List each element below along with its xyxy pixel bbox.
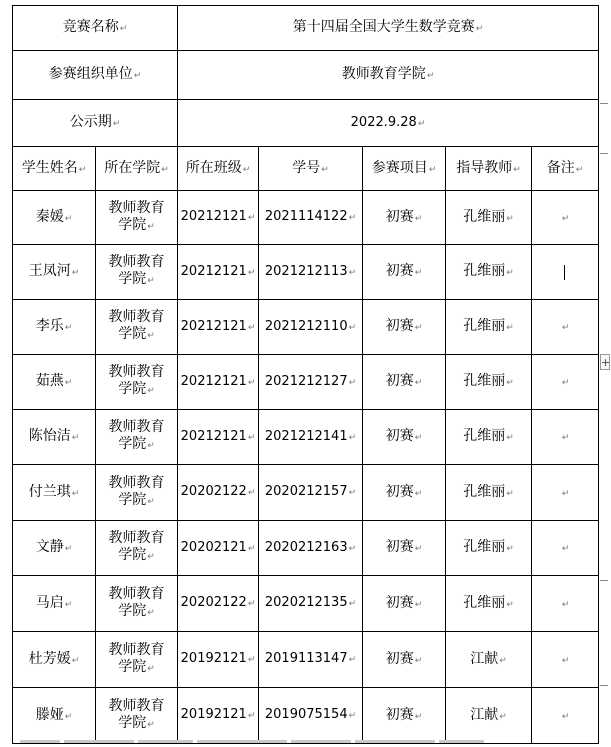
cell-text: 孔维丽 <box>463 539 506 555</box>
note-cell[interactable] <box>532 465 599 521</box>
table-row <box>13 688 599 744</box>
paragraph-mark: ↵ <box>348 711 357 721</box>
teacher-cell[interactable] <box>446 465 532 521</box>
teacher-cell[interactable] <box>446 688 532 744</box>
project-cell[interactable] <box>363 576 446 632</box>
college-cell[interactable] <box>96 688 178 744</box>
student-id-cell[interactable] <box>259 465 363 521</box>
competition-value-cell[interactable] <box>178 6 599 51</box>
paragraph-mark: ↵ <box>506 323 514 333</box>
cell-text: 孔维丽 <box>463 263 506 279</box>
cell-text: 2021212113 <box>264 263 348 279</box>
organizer-label-cell[interactable] <box>13 51 178 100</box>
table-row <box>13 576 599 632</box>
paragraph-mark: ↵ <box>247 655 256 665</box>
paragraph-mark: ↵ <box>242 164 251 175</box>
class-cell[interactable] <box>178 688 259 744</box>
column-header-label: 学生姓名 <box>21 159 78 176</box>
column-header-cell[interactable] <box>259 147 363 191</box>
project-cell[interactable] <box>363 521 446 576</box>
paragraph-mark: ↵ <box>119 24 128 34</box>
note-cell[interactable] <box>532 355 599 410</box>
cell-text: 初赛 <box>385 650 414 667</box>
project-cell[interactable] <box>363 191 446 245</box>
cell-text: 王凤河 <box>28 263 71 279</box>
college-cell[interactable] <box>96 300 178 355</box>
paragraph-mark: ↵ <box>147 441 155 451</box>
paragraph-mark: ↵ <box>561 544 570 554</box>
student-name-cell[interactable] <box>13 465 96 521</box>
cell-text: 20202121 <box>180 539 247 555</box>
paragraph-mark: ↵ <box>64 213 73 224</box>
student-id-cell[interactable] <box>259 688 363 744</box>
project-cell[interactable] <box>363 465 446 521</box>
college-cell[interactable] <box>96 191 178 245</box>
cell-text: 20212121 <box>180 318 247 334</box>
cell-text: 教师教育学院 <box>108 585 165 619</box>
column-header-cell[interactable] <box>96 147 178 191</box>
period-value-cell[interactable] <box>178 100 599 147</box>
paragraph-mark: ↵ <box>414 599 423 610</box>
paragraph-mark: ↵ <box>147 276 155 286</box>
paragraph-mark: ↵ <box>71 655 80 666</box>
paragraph-mark: ↵ <box>561 599 570 610</box>
student-id-cell[interactable] <box>259 521 363 576</box>
cell-text: 李乐 <box>35 318 64 334</box>
table-row <box>13 521 599 576</box>
period-label-cell[interactable] <box>13 100 178 147</box>
competition-label-cell[interactable] <box>13 6 178 51</box>
paragraph-mark: ↵ <box>64 544 73 554</box>
cell-text: 2020212157 <box>264 484 348 499</box>
note-cell[interactable] <box>532 632 599 688</box>
paragraph-mark: ↵ <box>247 432 256 443</box>
text-cursor <box>564 265 565 280</box>
teacher-cell[interactable] <box>446 521 532 576</box>
paragraph-mark: ↵ <box>575 164 584 175</box>
paragraph-mark: ↵ <box>561 323 570 333</box>
cell-text: 2021212110 <box>264 318 348 334</box>
cell-text: 教师教育学院 <box>108 364 165 397</box>
class-cell[interactable] <box>178 465 259 521</box>
paragraph-mark: ↵ <box>499 711 507 722</box>
college-cell[interactable] <box>96 521 178 576</box>
student-id-cell[interactable] <box>259 355 363 410</box>
paragraph-mark: ↵ <box>247 267 256 278</box>
paragraph-mark: ↵ <box>321 164 329 175</box>
paragraph-mark: ↵ <box>506 433 514 443</box>
column-header-cell[interactable] <box>178 147 259 191</box>
row-boundary-tick <box>600 103 608 104</box>
row-boundary-tick <box>600 153 608 154</box>
student-name-cell[interactable] <box>13 355 96 410</box>
cell-text: 20192121 <box>180 707 247 722</box>
cell-text: 2021114122 <box>264 209 348 224</box>
paragraph-mark: ↵ <box>348 432 357 443</box>
cell-text: 付兰琪 <box>28 483 71 500</box>
organizer-row <box>13 51 599 100</box>
paragraph-mark: ↵ <box>561 711 570 722</box>
cell-text: 教师教育学院 <box>108 254 165 287</box>
paragraph-mark: ↵ <box>414 268 423 278</box>
college-cell[interactable] <box>96 576 178 632</box>
cell-text: 教师教育学院 <box>108 530 165 563</box>
class-cell[interactable] <box>178 300 259 355</box>
note-cell[interactable] <box>532 576 599 632</box>
class-cell[interactable] <box>178 576 259 632</box>
paragraph-mark: ↵ <box>561 433 570 443</box>
note-cell[interactable] <box>532 245 599 300</box>
class-cell[interactable] <box>178 245 259 300</box>
cell-text: 20212121 <box>180 373 247 389</box>
cell-text: 孔维丽 <box>463 208 506 225</box>
cell-text: 初赛 <box>385 428 414 444</box>
competition-value: 第十四届全国大学生数学竞赛 <box>292 19 475 35</box>
paragraph-mark: ↵ <box>348 377 357 388</box>
student-id-cell[interactable] <box>259 245 363 300</box>
student-id-cell[interactable] <box>259 410 363 465</box>
paragraph-mark: ↵ <box>147 719 155 730</box>
paragraph-mark: ↵ <box>428 164 437 175</box>
table-row <box>13 300 599 355</box>
cell-text: 初赛 <box>385 483 414 500</box>
table-row <box>13 632 599 688</box>
paragraph-mark: ↵ <box>147 331 155 341</box>
paragraph-mark: ↵ <box>561 213 570 224</box>
paragraph-mark: ↵ <box>64 711 73 722</box>
paragraph-mark: ↵ <box>513 164 521 175</box>
column-header-row <box>13 147 599 191</box>
student-name-cell[interactable] <box>13 688 96 744</box>
paragraph-mark: ↵ <box>506 213 514 224</box>
paragraph-mark: ↵ <box>506 544 514 554</box>
college-cell[interactable] <box>96 632 178 688</box>
period-label: 公示期 <box>69 114 112 130</box>
paragraph-mark: ↵ <box>112 119 121 129</box>
student-name-cell[interactable] <box>13 576 96 632</box>
column-header-cell[interactable] <box>446 147 532 191</box>
class-cell[interactable] <box>178 191 259 245</box>
cell-text: 孔维丽 <box>463 373 506 389</box>
column-header-cell[interactable] <box>532 147 599 191</box>
column-header-label: 所在班级 <box>185 159 242 176</box>
cell-text: 孔维丽 <box>463 483 506 500</box>
note-cell[interactable] <box>532 410 599 465</box>
paragraph-mark: ↵ <box>71 488 80 499</box>
project-cell[interactable] <box>363 410 446 465</box>
competition-label: 竞赛名称 <box>62 19 119 35</box>
cell-text: 20202122 <box>180 484 247 499</box>
organizer-value: 教师教育学院 <box>341 66 426 82</box>
period-value: 2022.9.28 <box>350 114 417 130</box>
college-cell[interactable] <box>96 355 178 410</box>
organizer-value-cell[interactable] <box>178 51 599 100</box>
class-cell[interactable] <box>178 521 259 576</box>
paragraph-mark: ↵ <box>561 378 570 388</box>
student-name-cell[interactable] <box>13 245 96 300</box>
column-header-label: 所在学院 <box>104 159 161 176</box>
paragraph-mark: ↵ <box>147 386 155 396</box>
paragraph-mark: ↵ <box>147 552 155 562</box>
college-cell[interactable] <box>96 245 178 300</box>
class-cell[interactable] <box>178 632 259 688</box>
college-cell[interactable] <box>96 465 178 521</box>
cell-text: 陈怡洁 <box>28 428 71 444</box>
teacher-cell[interactable] <box>446 300 532 355</box>
column-header-label: 指导教师 <box>456 159 513 176</box>
cell-text: 20192121 <box>180 651 247 666</box>
cell-text: 滕娅 <box>35 706 64 723</box>
cell-text: 孔维丽 <box>463 428 506 444</box>
project-cell[interactable] <box>363 632 446 688</box>
paragraph-mark: ↵ <box>64 378 73 388</box>
student-name-cell[interactable] <box>13 632 96 688</box>
note-cell[interactable] <box>532 521 599 576</box>
paragraph-mark: ↵ <box>348 267 357 278</box>
paragraph-mark: ↵ <box>71 268 80 278</box>
column-header-cell[interactable] <box>363 147 446 191</box>
teacher-cell[interactable] <box>446 355 532 410</box>
paragraph-mark: ↵ <box>414 323 423 333</box>
table-row <box>13 245 599 300</box>
cell-text: 20212121 <box>180 263 247 279</box>
project-cell[interactable] <box>363 355 446 410</box>
cell-text: 文静 <box>35 539 64 555</box>
paragraph-mark: ↵ <box>247 543 256 554</box>
paragraph-mark: ↵ <box>348 599 357 609</box>
cell-text: 2021212127 <box>264 373 348 389</box>
student-name-cell[interactable] <box>13 300 96 355</box>
paragraph-mark: ↵ <box>247 377 256 388</box>
row-boundary-tick <box>600 580 608 581</box>
cell-text: 初赛 <box>385 263 414 279</box>
cell-text: 教师教育学院 <box>108 474 165 508</box>
student-name-cell[interactable] <box>13 410 96 465</box>
cell-text: 初赛 <box>385 208 414 225</box>
paragraph-mark: ↵ <box>426 71 435 81</box>
class-cell[interactable] <box>178 410 259 465</box>
cell-text: 杜芳媛 <box>28 650 71 667</box>
column-header-cell[interactable] <box>13 147 96 191</box>
table-row <box>13 355 599 410</box>
paragraph-mark: ↵ <box>247 599 256 609</box>
paragraph-mark: ↵ <box>247 711 256 721</box>
paragraph-mark: ↵ <box>499 655 507 666</box>
cell-text: 马启 <box>35 594 64 611</box>
paragraph-mark: ↵ <box>348 488 357 498</box>
project-cell[interactable] <box>363 245 446 300</box>
cell-text: 初赛 <box>385 373 414 389</box>
cell-text: 2021212141 <box>264 428 348 444</box>
teacher-cell[interactable] <box>446 191 532 245</box>
teacher-cell[interactable] <box>446 576 532 632</box>
paragraph-mark: ↵ <box>147 663 155 674</box>
cell-text: 教师教育学院 <box>108 641 165 675</box>
competition-row <box>13 6 599 51</box>
student-name-cell[interactable] <box>13 191 96 245</box>
add-row-handle[interactable] <box>600 354 610 370</box>
cell-text: 初赛 <box>385 539 414 555</box>
cell-text: 江献 <box>470 706 499 723</box>
cell-text: 2020212163 <box>264 539 348 555</box>
table-body <box>13 6 599 744</box>
note-cell[interactable] <box>532 688 599 744</box>
paragraph-mark: ↵ <box>475 24 484 34</box>
paragraph-mark: ↵ <box>414 655 423 666</box>
column-header-label: 学号 <box>292 159 321 176</box>
paragraph-mark: ↵ <box>414 378 423 388</box>
cell-text: 教师教育学院 <box>108 309 165 342</box>
class-cell[interactable] <box>178 355 259 410</box>
cell-text: 江献 <box>470 650 499 667</box>
paragraph-mark: ↵ <box>147 496 155 507</box>
cell-text: 茹燕 <box>35 373 64 389</box>
paragraph-mark: ↵ <box>506 599 514 610</box>
paragraph-mark: ↵ <box>348 213 357 223</box>
cell-text: 20212121 <box>180 428 247 444</box>
announcement-table <box>12 5 599 744</box>
project-cell[interactable] <box>363 688 446 744</box>
cell-text: 20212121 <box>180 209 247 224</box>
teacher-cell[interactable] <box>446 410 532 465</box>
cell-text: 孔维丽 <box>463 318 506 334</box>
cell-text: 2020212135 <box>264 595 348 610</box>
column-header-label: 备注 <box>546 159 575 176</box>
column-header-label: 参赛项目 <box>371 159 428 176</box>
organizer-label: 参赛组织单位 <box>48 66 133 82</box>
paragraph-mark: ↵ <box>414 433 423 443</box>
student-id-cell[interactable] <box>259 576 363 632</box>
teacher-cell[interactable] <box>446 632 532 688</box>
paragraph-mark: ↵ <box>561 655 570 666</box>
paragraph-mark: ↵ <box>161 164 169 175</box>
cell-text: 2019113147 <box>264 651 348 666</box>
paragraph-mark: ↵ <box>247 322 256 333</box>
project-cell[interactable] <box>363 300 446 355</box>
paragraph-mark: ↵ <box>414 488 423 499</box>
paragraph-mark: ↵ <box>147 607 155 618</box>
paragraph-mark: ↵ <box>348 655 357 665</box>
cell-text: 教师教育学院 <box>108 419 165 452</box>
table-row <box>13 410 599 465</box>
period-row <box>13 100 599 147</box>
student-name-cell[interactable] <box>13 521 96 576</box>
cell-text: 教师教育学院 <box>108 697 165 731</box>
paragraph-mark: ↵ <box>247 488 256 498</box>
paragraph-mark: ↵ <box>414 711 423 722</box>
teacher-cell[interactable] <box>446 245 532 300</box>
cell-text: 孔维丽 <box>463 594 506 611</box>
paragraph-mark: ↵ <box>247 213 256 223</box>
note-cell[interactable] <box>532 300 599 355</box>
student-id-cell[interactable] <box>259 300 363 355</box>
paragraph-mark: ↵ <box>417 118 426 129</box>
cell-text: 秦媛 <box>35 208 64 225</box>
cell-text: 20202122 <box>180 595 247 610</box>
next-line-fragment <box>20 740 580 747</box>
student-id-cell[interactable] <box>259 191 363 245</box>
cell-text: 初赛 <box>385 706 414 723</box>
cell-text: 2019075154 <box>264 707 348 722</box>
cell-text: 初赛 <box>385 318 414 334</box>
paragraph-mark: ↵ <box>506 268 514 278</box>
note-cell[interactable] <box>532 191 599 245</box>
paragraph-mark: ↵ <box>506 488 514 499</box>
cell-text: 教师教育学院 <box>108 199 165 233</box>
paragraph-mark: ↵ <box>348 543 357 554</box>
row-boundary-tick <box>600 685 608 686</box>
college-cell[interactable] <box>96 410 178 465</box>
paragraph-mark: ↵ <box>71 433 80 443</box>
paragraph-mark: ↵ <box>414 544 423 554</box>
paragraph-mark: ↵ <box>64 323 73 333</box>
paragraph-mark: ↵ <box>561 488 570 499</box>
paragraph-mark: ↵ <box>506 378 514 388</box>
paragraph-mark: ↵ <box>78 164 87 175</box>
cell-text: 初赛 <box>385 594 414 611</box>
table-row <box>13 191 599 245</box>
paragraph-mark: ↵ <box>348 322 357 333</box>
table-row <box>13 465 599 521</box>
paragraph-mark: ↵ <box>414 213 423 224</box>
paragraph-mark: ↵ <box>147 221 155 232</box>
paragraph-mark: ↵ <box>64 599 73 610</box>
student-id-cell[interactable] <box>259 632 363 688</box>
paragraph-mark: ↵ <box>133 71 142 81</box>
plus-icon: + <box>601 356 611 369</box>
